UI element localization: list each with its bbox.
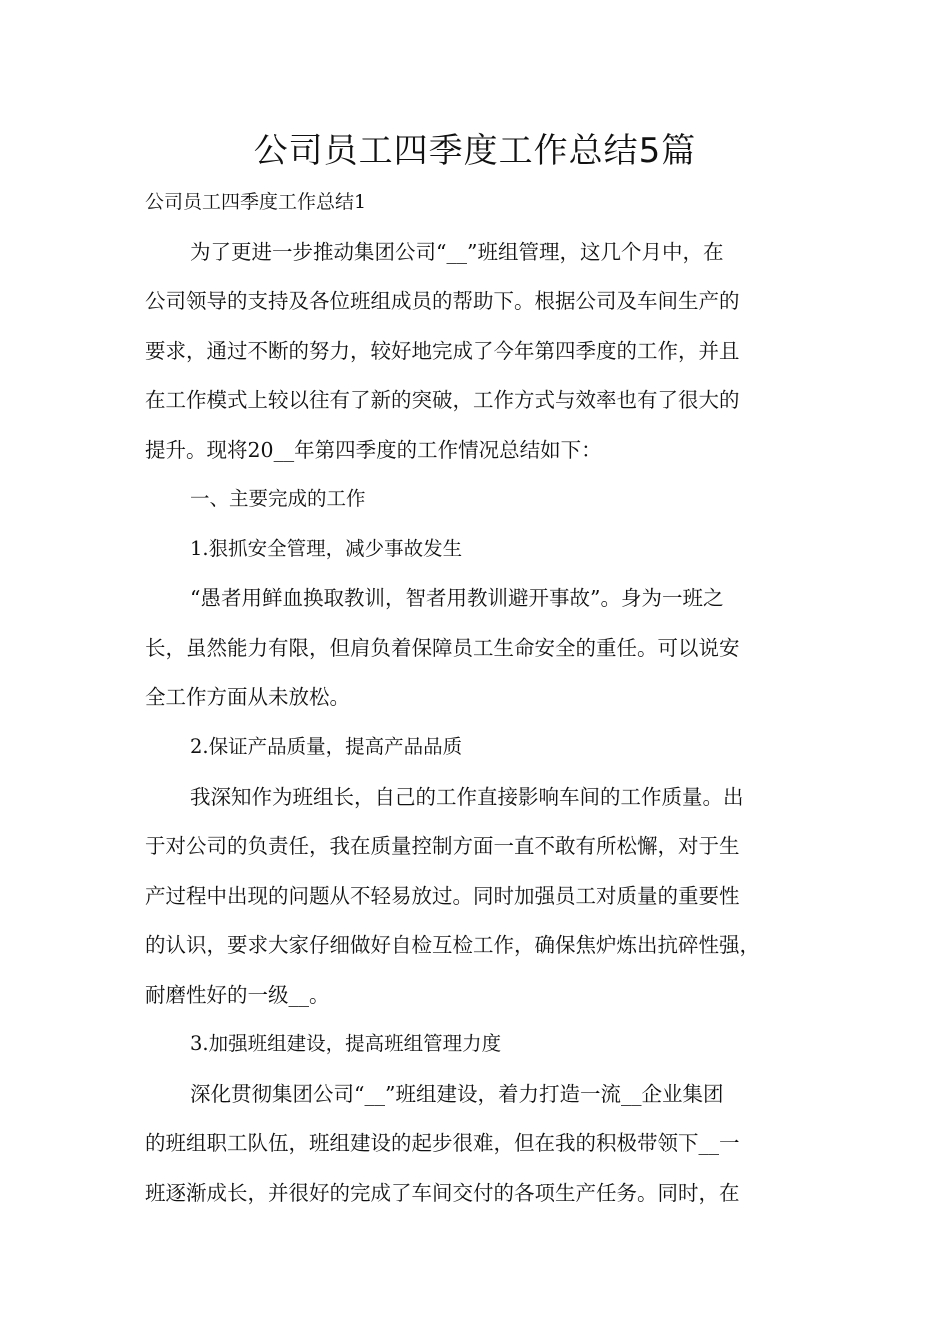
subsection-heading: 3.加强班组建设，提高班组管理力度 <box>190 1032 502 1055</box>
subsection-heading: 1.狠抓安全管理，减少事故发生 <box>190 537 463 560</box>
paragraph-line: 在工作模式上较以往有了新的突破，工作方式与效率也有了很大的 <box>145 388 740 412</box>
paragraph-line: 的认识，要求大家仔细做好自检互检工作，确保焦炉炼出抗碎性强， <box>145 933 760 957</box>
paragraph-line: 为了更进一步推动集团公司“__”班组管理，这几个月中，在 <box>190 240 724 264</box>
paragraph-line: 产过程中出现的问题从不轻易放过。同时加强员工对质量的重要性 <box>145 884 740 908</box>
paragraph-line: 于对公司的负责任，我在质量控制方面一直不敢有所松懈，对于生 <box>145 834 740 858</box>
paragraph-line: 全工作方面从未放松。 <box>145 685 350 709</box>
paragraph-line: 公司领导的支持及各位班组成员的帮助下。根据公司及车间生产的 <box>145 289 740 313</box>
section-heading: 一、主要完成的工作 <box>190 487 366 510</box>
paragraph-line: 的班组职工队伍，班组建设的起步很难，但在我的积极带领下__一 <box>145 1131 740 1155</box>
paragraph-line: 班逐渐成长，并很好的完成了车间交付的各项生产任务。同时，在 <box>145 1181 740 1205</box>
subsection-heading: 2.保证产品质量，提高产品品质 <box>190 735 463 758</box>
paragraph-line: 耐磨性好的一级__。 <box>145 983 330 1007</box>
document-subtitle: 公司员工四季度工作总结1 <box>145 191 367 213</box>
paragraph-line: 我深知作为班组长，自己的工作直接影响车间的工作质量。出 <box>190 785 744 809</box>
paragraph-line: 要求，通过不断的努力，较好地完成了今年第四季度的工作，并且 <box>145 339 740 363</box>
paragraph-line: 深化贯彻集团公司“__”班组建设，着力打造一流__企业集团 <box>190 1082 724 1106</box>
paragraph-line: 提升。现将20__年第四季度的工作情况总结如下： <box>145 438 602 462</box>
paragraph-line: “愚者用鲜血换取教训，智者用教训避开事故”。身为一班之 <box>190 586 724 610</box>
paragraph-line: 长，虽然能力有限，但肩负着保障员工生命安全的重任。可以说安 <box>145 636 740 660</box>
document-title: 公司员工四季度工作总结5篇 <box>253 131 697 171</box>
